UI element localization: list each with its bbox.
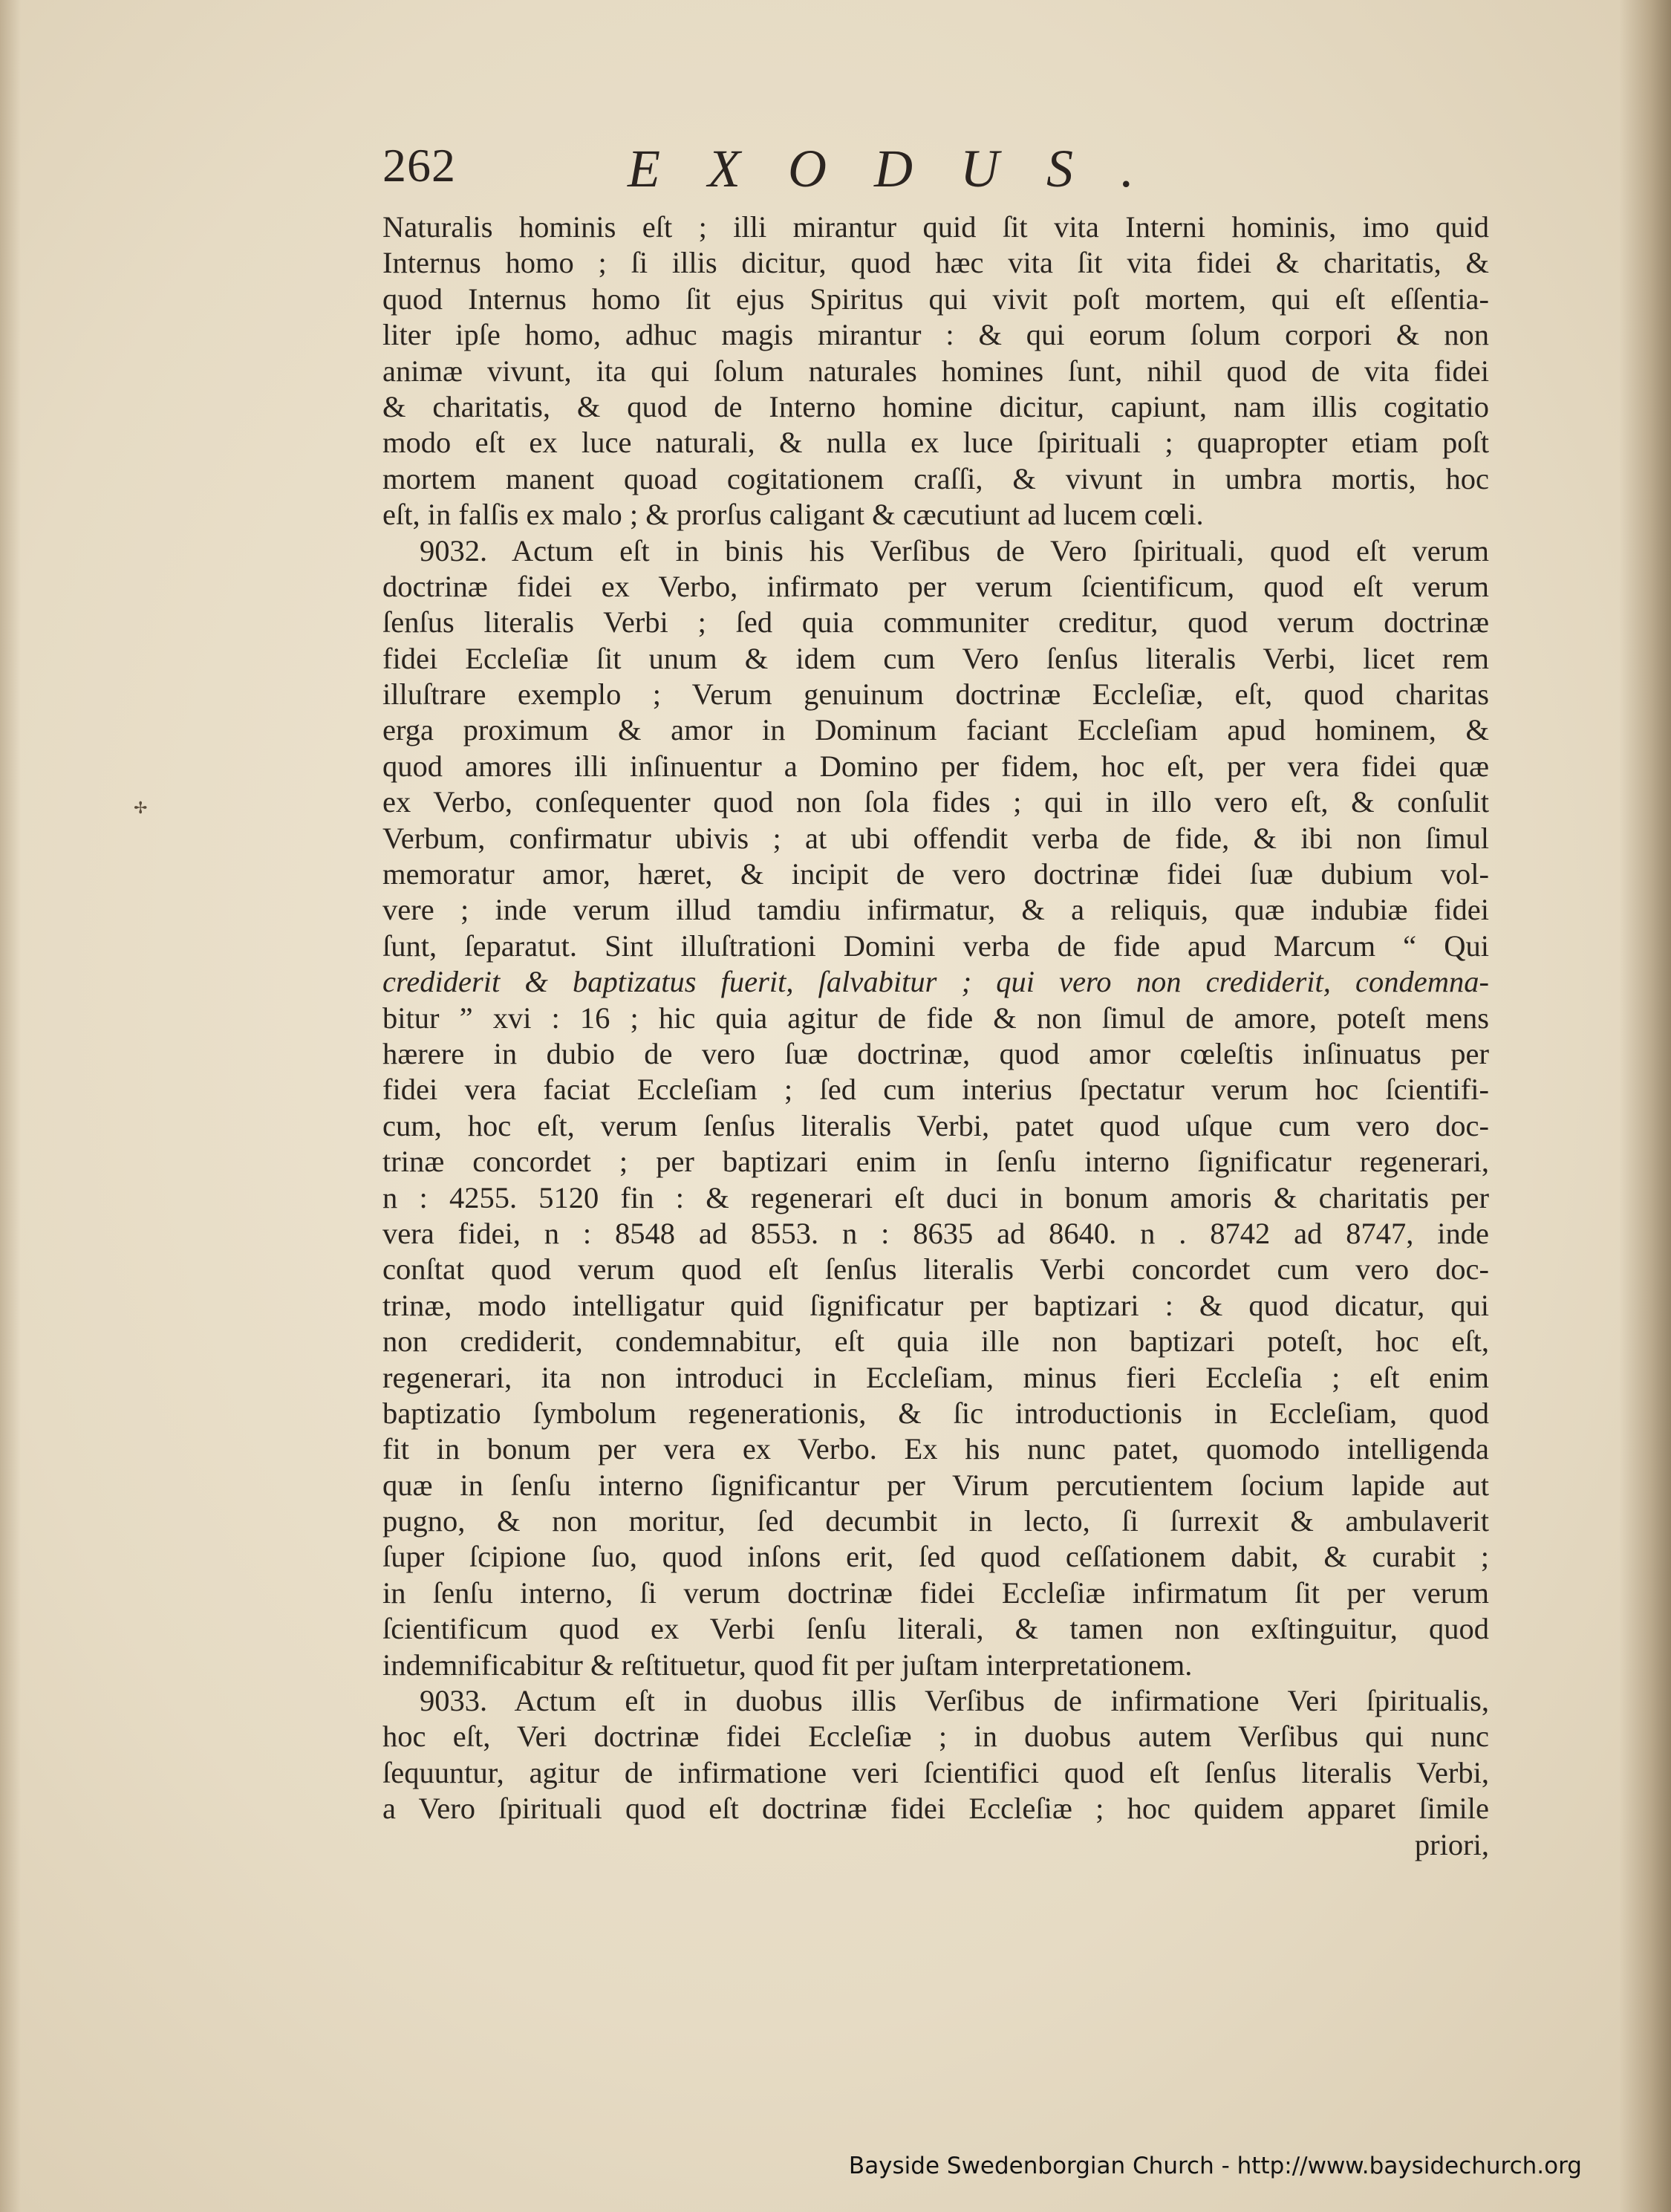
text-line: Naturalis hominis eſt ; illi mirantur quid ſit vita Interni hominis, imo quid xyxy=(382,210,1489,244)
text-line: hærere in dubio de vero ſuæ doctrinæ, quod amor cœleſtis inſinuatus per xyxy=(382,1036,1489,1070)
text-line: quæ in ſenſu interno ſignificantur per Virum percutientem ſocium lapide aut xyxy=(382,1468,1489,1502)
text-line: trinæ concordet ; per baptizari enim in ſenſu interno ſignificatur regenerari, xyxy=(382,1145,1489,1179)
text-line: Internus homo ; ſi illis dicitur, quod hæc vita ſit vita fidei & charitatis, & xyxy=(382,246,1489,280)
text-line: ſunt, ſeparatut. Sint illuſtrationi Domini verba de fide apud Marcum “ Qui xyxy=(382,928,1489,963)
text-line: n : 4255. 5120 fin : & regenerari eſt duci in bonum amoris & charitatis per xyxy=(382,1180,1489,1214)
text-line: regenerari, ita non introduci in Eccleſiam, minus fieri Eccleſia ; eſt enim xyxy=(382,1360,1489,1394)
paragraph-9033-start: 9033. Actum eſt in duobus illis Verſibus de infirmatione Veri ſpiritualis, xyxy=(420,1684,1489,1718)
text-line: animæ vivunt, ita qui ſolum naturales homines ſunt, nihil quod de vita fidei xyxy=(382,354,1489,388)
page-number: 262 xyxy=(382,139,456,192)
text-line: bitur ” xvi : 16 ; hic quia agitur de fide & non ſimul de amore, poteſt mens xyxy=(382,1001,1489,1035)
body-text xyxy=(382,209,1489,1863)
text-line: modo eſt ex luce naturali, & nulla ex luce ſpirituali ; quapropter etiam poſt xyxy=(382,426,1489,460)
text-line: trinæ, modo intelligatur quid ſignificatur per baptizari : & quod dicatur, qui xyxy=(382,1288,1489,1322)
text-line: fidei Eccleſiæ ſit unum & idem cum Vero ſenſus literalis Verbi, licet rem xyxy=(382,641,1489,675)
text-line: vera fidei, n : 8548 ad 8553. n : 8635 ad 8640. n . 8742 ad 8747, inde xyxy=(382,1216,1489,1250)
running-title: EXODUS. xyxy=(628,139,1182,198)
text-line: liter ipſe homo, adhuc magis mirantur : & qui eorum ſolum corpori & non xyxy=(382,318,1489,352)
text-line: a Vero ſpirituali quod eſt doctrinæ fidei Eccleſiæ ; hoc quidem apparet ſimile xyxy=(382,1792,1489,1826)
text-line: pugno, & non moritur, ſed decumbit in lecto, ſi ſurrexit & ambulaverit xyxy=(382,1504,1489,1538)
text-line: Verbum, confirmatur ubivis ; at ubi offendit verba de fide, & ibi non ſimul xyxy=(382,821,1489,855)
text-line: baptizatio ſymbolum regenerationis, & ſic introductionis in Eccleſiam, quod xyxy=(382,1396,1489,1430)
text-line: erga proximum & amor in Dominum faciant Eccleſiam apud hominem, & xyxy=(382,713,1489,747)
text-line: eſt, in falſis ex malo ; & prorſus caligant & cæcutiunt ad lucem cœli. xyxy=(382,498,1204,532)
text-line: quod Internus homo ſit ejus Spiritus qui vivit poſt mortem, qui eſt eſſentia- xyxy=(382,282,1489,316)
text-line: ſcientificum quod ex Verbi ſenſu literali, & tamen non exſtinguitur, quod xyxy=(382,1612,1489,1646)
text-line: cum, hoc eſt, verum ſenſus literalis Verbi, patet quod uſque cum vero doc- xyxy=(382,1108,1489,1142)
text-line: indemnificabitur & reſtituetur, quod fit per juſtam interpretationem. xyxy=(382,1647,1193,1682)
text-line: in ſenſu interno, ſi verum doctrinæ fidei Eccleſiæ infirmatum ſit per verum xyxy=(382,1575,1489,1610)
text-line: memoratur amor, hæret, & incipit de vero doctrinæ fidei ſuæ dubium vol- xyxy=(382,857,1489,891)
text-line: ſuper ſcipione ſuo, quod inſons erit, ſed quod ceſſationem dabit, & curabit ; xyxy=(382,1540,1489,1574)
text-line: ſenſus literalis Verbi ; ſed quia communiter creditur, quod verum doctrinæ xyxy=(382,605,1489,640)
text-line: & charitatis, & quod de Interno homine dicitur, capiunt, nam illis cogitatio xyxy=(382,389,1489,423)
text-line: hoc eſt, Veri doctrinæ fidei Eccleſiæ ; in duobus autem Verſibus qui nunc xyxy=(382,1720,1489,1754)
text-line: ex Verbo, conſequenter quod non ſola fides ; qui in illo vero eſt, & conſulit xyxy=(382,785,1489,819)
ink-speck: ✢ xyxy=(134,798,148,817)
text-line: illuſtrare exemplo ; Verum genuinum doctrinæ Eccleſiæ, eſt, quod charitas xyxy=(382,677,1489,712)
page-shadow-right xyxy=(1619,0,1671,2212)
text-line: mortem manent quoad cogitationem craſſi, & vivunt in umbra mortis, hoc xyxy=(382,461,1489,495)
text-line: conſtat quod verum quod eſt ſenſus literalis Verbi concordet cum vero doc- xyxy=(382,1252,1489,1286)
text-line: doctrinæ fidei ex Verbo, infirmato per verum ſcientificum, quod eſt verum xyxy=(382,569,1489,603)
page-header xyxy=(382,138,1496,205)
catchword: priori, xyxy=(1414,1827,1489,1861)
page-shadow-left xyxy=(0,0,21,2212)
text-line: vere ; inde verum illud tamdiu infirmatur, & a reliquis, quæ indubiæ fidei xyxy=(382,893,1489,927)
text-line: non crediderit, condemnabitur, eſt quia ille non baptizari poteſt, hoc eſt, xyxy=(382,1324,1489,1359)
text-line: fidei vera faciat Eccleſiam ; ſed cum interius ſpectatur verum hoc ſcientifi- xyxy=(382,1073,1489,1107)
watermark-credit: Bayside Swedenborgian Church - http://www.baysidechurch.org xyxy=(848,2153,1582,2179)
paragraph-9032-start: 9032. Actum eſt in binis his Verſibus de Vero ſpirituali, quod eſt verum xyxy=(420,533,1489,567)
text-line-italic: crediderit & baptizatus fuerit, ſalvabitur ; qui vero non crediderit, condemna- xyxy=(382,965,1489,999)
text-line: ſequuntur, agitur de infirmatione veri ſcientifici quod eſt ſenſus literalis Verbi, xyxy=(382,1755,1489,1789)
text-line: fit in bonum per vera ex Verbo. Ex his nunc patet, quomodo intelligenda xyxy=(382,1432,1489,1466)
text-line: quod amores illi inſinuentur a Domino per fidem, hoc eſt, per vera fidei quæ xyxy=(382,749,1489,783)
